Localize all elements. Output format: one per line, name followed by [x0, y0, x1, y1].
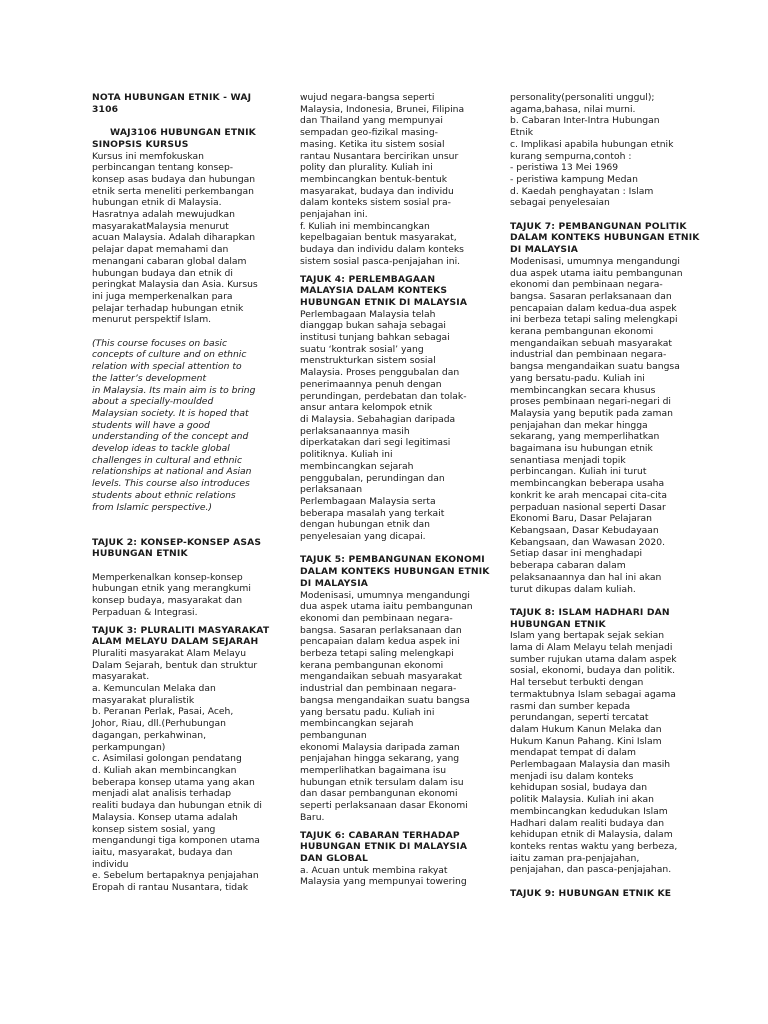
text-line: bangsa mengandaikan suatu bangsa	[300, 694, 470, 706]
spacer	[92, 326, 268, 338]
paragraph	[92, 648, 268, 894]
section-heading	[92, 625, 268, 648]
text-line: masyarakat.	[92, 671, 150, 683]
text-line: menurut perspektif Islam.	[92, 314, 212, 326]
text-line: Johor, Riau, dll.(Perhubungan	[92, 718, 226, 730]
text-line: membincangkan secara khusus	[510, 384, 656, 396]
text-line: personality(personaliti unggul);	[510, 92, 655, 103]
text-line: beberapa konsep utama yang akan	[92, 776, 255, 788]
text-line: Hasratnya adalah mewujudkan	[92, 209, 235, 221]
text-line: dengan hubungan etnik dan	[300, 519, 430, 531]
text-line: TAJUK 3: PLURALITI MASYARAKAT	[92, 624, 270, 636]
text-line: penyelesaian yang dicapai.	[300, 531, 426, 543]
text-line: Kebangsaan, dan Wawasan 2020.	[510, 536, 665, 548]
text-line: membincangkan beberapa usaha	[510, 478, 665, 490]
text-line: perkampungan)	[92, 741, 166, 753]
text-line: Hadhari dalam realiti budaya dan	[510, 817, 665, 829]
text-line: about a specially-moulded	[92, 396, 214, 408]
text-line: mendapat tempat di dalam	[510, 747, 636, 759]
text-line: Baru.	[300, 811, 325, 823]
text-line: d. Kaedah penghayatan : Islam	[510, 185, 654, 197]
text-line: bangsa. Sasaran perlaksanaan dan	[510, 290, 672, 302]
text-line: f. Kuliah ini membincangkan	[300, 220, 430, 232]
text-line: industrial dan pembinaan negara-	[510, 349, 667, 361]
text-line: seperti perlaksanaan dasar Ekonomi	[300, 800, 468, 812]
text-line: ekonomi Malaysia daripada zaman	[300, 741, 460, 753]
text-line: dalam konteks sistem sosial pra-	[300, 197, 451, 209]
text-line: d. Kuliah akan membincangkan	[92, 765, 237, 776]
text-line: 3106	[92, 103, 119, 115]
text-line: lama di Alam Melayu telah menjadi	[510, 642, 673, 654]
text-line: pembangunan	[300, 729, 367, 741]
text-line: perbincangan tentang konsep-	[92, 162, 234, 174]
text-line: NOTA HUBUNGAN ETNIK - WAJ	[92, 92, 252, 103]
text-line: suatu ‘kontrak sosial’ yang	[300, 343, 424, 355]
text-line: membincangkan bentuk-bentuk	[300, 173, 448, 185]
text-line: perlaksanaannya masih	[300, 425, 410, 437]
text-line: politiknya. Kuliah ini	[300, 449, 393, 461]
text-line: relation with special attention to	[92, 361, 242, 373]
text-line: pelajar dapat memahami dan	[92, 244, 229, 256]
text-line: ini juga memperkenalkan para	[92, 290, 233, 302]
text-line: konsep asas budaya dan hubungan	[92, 173, 256, 185]
text-line: ansur antara kelompok etnik	[300, 402, 433, 414]
text-line: DAN GLOBAL	[300, 852, 368, 864]
section-heading	[510, 888, 686, 900]
text-line: acuan Malaysia. Adalah diharapkan	[92, 232, 256, 244]
text-line: polity dan plurality. Kuliah ini	[300, 162, 433, 174]
text-line: levels. This course also introduces	[92, 478, 250, 490]
text-line: TAJUK 9: HUBUNGAN ETNIK KE	[510, 887, 672, 899]
text-line: kehidupan etnik di Malaysia, dalam	[510, 829, 673, 841]
text-line: perbincangan. Kuliah ini turut	[510, 466, 647, 478]
section-heading	[92, 139, 268, 151]
text-line: c. Asimilasi golongan pendatang	[92, 753, 242, 765]
text-line: sekarang, yang memperlihatkan	[510, 431, 660, 443]
text-line: hubungan etnik yang merangkumi	[92, 583, 251, 595]
text-line: wujud negara-bangsa seperti	[300, 92, 435, 103]
text-line: membincangkan kedudukan Islam	[510, 805, 668, 817]
text-line: understanding of the concept and	[92, 431, 249, 443]
text-line: institusi tunjang bahkan sebagai	[300, 332, 450, 344]
paragraph	[300, 92, 476, 268]
text-line: Eropah di rantau Nusantara, tidak	[92, 882, 249, 894]
text-line: menjadi alat analisis terhadap	[92, 788, 232, 800]
text-line: - peristiwa 13 Mei 1969	[510, 162, 619, 174]
section-heading	[92, 537, 268, 560]
text-line: menjadi isu dalam konteks	[510, 770, 634, 782]
text-line: perpaduan nasional seperti Dasar	[510, 501, 666, 513]
text-line: penggubalan, perundingan dan	[300, 472, 445, 484]
text-line: konsep budaya, masyarakat dan	[92, 595, 243, 607]
text-line: in Malaysia. Its main aim is to bring	[92, 384, 256, 396]
section-heading	[300, 830, 476, 865]
text-line: konsep sistem sosial, yang	[92, 823, 216, 835]
section-heading	[92, 127, 268, 139]
spacer	[510, 876, 686, 888]
paragraph	[510, 256, 686, 595]
text-line: pencapaian dalam kedua-dua aspek	[510, 302, 677, 314]
text-line: senantiasa menjadi topik	[510, 454, 626, 466]
text-line: individu	[92, 858, 129, 870]
text-line: HUBUNGAN ETNIK DI MALAYSIA	[300, 296, 468, 308]
text-line: Perlembagaan Malaysia telah	[300, 308, 436, 320]
text-line: sosial, ekonomi, budaya dan politik.	[510, 665, 676, 677]
text-line: masyarakat pluralistik	[92, 694, 195, 706]
spacer	[300, 543, 476, 555]
text-line: c. Implikasi apabila hubungan etnik	[510, 138, 674, 150]
text-line: menstrukturkan sistem sosial	[300, 355, 436, 367]
text-line: from Islamic perspective.)	[92, 501, 212, 513]
text-line: termaktubnya Islam sebagai agama	[510, 688, 676, 700]
text-line: kerana pembangunan ekonomi	[510, 326, 654, 338]
paragraph	[92, 572, 268, 619]
text-line: dianggap bukan sahaja sebagai	[300, 320, 446, 332]
text-line: Perlembagaan Malaysia serta	[300, 495, 436, 507]
text-line: HUBUNGAN ETNIK	[92, 548, 188, 560]
text-line: a. Acuan untuk membina rakyat	[300, 864, 448, 876]
text-line: Kebangsaan, Dasar Kebudayaan	[510, 525, 659, 536]
text-line: dan Thailand yang mempunyai	[300, 115, 443, 127]
text-line: perundangan, seperti tercatat	[510, 712, 649, 724]
text-line: Memperkenalkan konsep-konsep	[92, 571, 243, 583]
text-line: Modenisasi, umumnya mengandungi	[510, 255, 680, 267]
text-line: iaitu, masyarakat, budaya dan	[92, 846, 233, 858]
text-line: bangsa. Sasaran perlaksanaan dan	[300, 624, 462, 636]
text-column-3	[510, 92, 700, 899]
section-heading	[300, 554, 490, 589]
text-line: DALAM KONTEKS HUBUNGAN ETNIK	[510, 232, 700, 244]
section-heading	[300, 274, 476, 309]
text-line: Dalam Sejarah, bentuk dan struktur	[92, 659, 258, 671]
text-line: hubungan etnik di Malaysia.	[92, 197, 222, 209]
text-line: politik Malaysia. Kuliah ini akan	[510, 794, 654, 806]
text-line: di Malaysia. Sebahagian daripada	[300, 413, 456, 425]
text-line: TAJUK 8: ISLAM HADHARI DAN	[510, 606, 670, 618]
text-line: sebagai penyelesaian	[510, 197, 610, 209]
text-line: etnik serta meneliti perkembangan	[92, 185, 254, 197]
paragraph	[510, 92, 686, 209]
text-line: kerana pembangunan ekonomi	[300, 659, 444, 671]
paragraph	[300, 865, 476, 888]
text-line: Malaysia. Konsep utama adalah	[92, 811, 238, 823]
text-line: ini berbeza tetapi saling melengkapi	[510, 314, 678, 326]
text-line: mengandaikan sebuah masyarakat	[510, 337, 672, 349]
text-line: agama,bahasa, nilai murni.	[510, 103, 636, 115]
text-line: penjajahan, dan pasca-penjajahan.	[510, 864, 672, 876]
text-line: yang bersatu padu. Kuliah ini	[300, 706, 435, 718]
text-line: rasmi dan sumber kepada	[510, 700, 631, 712]
text-line: Hal tersebut terbukti dengan	[510, 677, 644, 689]
text-line: SINOPSIS KURSUS	[92, 138, 189, 150]
text-line: Malaysian society. It is hoped that	[92, 407, 249, 419]
text-line: b. Cabaran Inter-Intra Hubungan	[510, 115, 660, 127]
text-line: bagaimana isu hubungan etnik	[510, 443, 653, 455]
text-line: Ekonomi Baru, Dasar Pelajaran	[510, 513, 652, 525]
text-line: dalam Hukum Kanun Melaka dan	[510, 723, 662, 735]
text-line: masyarakat, budaya dan individu	[300, 185, 454, 197]
section-heading	[510, 607, 686, 630]
text-line: mengandungi tiga komponen utama	[92, 835, 260, 847]
text-line: berbeza tetapi saling melengkapi	[300, 648, 454, 660]
spacer	[92, 560, 268, 572]
text-line: HUBUNGAN ETNIK	[510, 618, 606, 630]
text-line: HUBUNGAN ETNIK DI MALAYSIA	[300, 841, 468, 853]
text-line: Hukum Kanun Pahang. Kini Islam	[510, 735, 662, 747]
text-line: penjajahan hingga sekarang, yang	[300, 753, 460, 765]
text-line: yang bersatu-padu. Kuliah ini	[510, 372, 645, 384]
text-line: beberapa masalah yang terkait	[300, 507, 445, 519]
text-line: TAJUK 2: KONSEP-KONSEP ASAS	[92, 536, 262, 548]
text-line: Etnik	[510, 127, 534, 139]
text-line: sempadan geo-fizikal masing-	[300, 127, 438, 139]
text-line: iaitu zaman pra-penjajahan,	[510, 852, 640, 864]
text-line: pelaksanaannya dan hal ini akan	[510, 571, 662, 583]
text-line: kehidupan sosial, budaya dan	[510, 782, 648, 794]
section-heading	[510, 220, 700, 256]
text-line: students about ethnic relations	[92, 489, 236, 501]
text-line: kurang sempurna,contoh :	[510, 150, 632, 162]
text-line: budaya dan individu dalam konteks	[300, 244, 464, 256]
text-line: challenges in cultural and ethnic	[92, 454, 243, 466]
text-line: DI MALAYSIA	[300, 577, 369, 589]
text-line: MALAYSIA DALAM KONTEKS	[300, 285, 448, 297]
text-line: - peristiwa kampung Medan	[510, 173, 638, 185]
text-line: perundingan, perdebatan dan tolak-	[300, 390, 467, 402]
text-line: rantau Nusantara bercirikan unsur	[300, 150, 459, 162]
text-line: ekonomi dan pembinaan negara-	[510, 279, 663, 291]
text-line: industrial dan pembinaan negara-	[300, 683, 457, 695]
text-line: DI MALAYSIA	[510, 244, 579, 256]
paragraph	[510, 630, 686, 876]
text-line: Pluraliti masyarakat Alam Melayu	[92, 647, 247, 659]
text-line: Malaysia yang mempunyai towering	[300, 876, 467, 888]
spacer	[510, 595, 686, 607]
text-line: memperlihatkan bagaimana isu	[300, 765, 447, 777]
text-line: Islam yang bertapak sejak sekian	[510, 630, 665, 642]
text-line: sistem sosial pasca-penjajahan ini.	[300, 255, 461, 267]
spacer	[92, 115, 268, 127]
text-line: TAJUK 7: PEMBANGUNAN POLITIK	[510, 220, 687, 232]
paragraph	[92, 151, 268, 327]
spacer	[510, 209, 686, 221]
spacer	[92, 525, 268, 537]
text-line: turut dikupas dalam kuliah.	[510, 583, 636, 595]
text-line: dua aspek utama iaitu pembangunan	[510, 267, 683, 279]
text-line: TAJUK 4: PERLEMBAGAAN	[300, 273, 436, 285]
text-column-2	[300, 92, 490, 888]
text-line: e. Sebelum bertapaknya penjajahan	[92, 870, 259, 882]
text-line: diperkatakan dari segi legitimasi	[300, 437, 451, 449]
text-line: hubungan budaya dan etnik di	[92, 267, 233, 279]
paragraph	[300, 309, 476, 543]
text-line: Setiap dasar ini menghadapi	[510, 548, 643, 560]
text-line: the latter’s development	[92, 372, 207, 384]
text-line: hubungan etnik tersulam dalam isu	[300, 776, 464, 788]
text-line: dan dasar pembangunan ekonomi	[300, 788, 458, 800]
text-line: ALAM MELAYU DALAM SEJARAH	[92, 636, 259, 648]
text-line: pelajar terhadap hubungan etnik	[92, 302, 244, 314]
text-line: DALAM KONTEKS HUBUNGAN ETNIK	[300, 566, 490, 578]
text-line: masing. Ketika itu sistem sosial	[300, 138, 445, 150]
text-line: concepts of culture and on ethnic	[92, 349, 247, 361]
text-column-1	[92, 92, 268, 894]
text-line: penerimaannya penuh dengan	[300, 378, 442, 390]
text-line: membincangkan sejarah	[300, 460, 414, 472]
text-line: beberapa cabaran dalam	[510, 560, 626, 572]
paragraph	[92, 338, 268, 514]
text-line: penjajahan ini.	[300, 209, 368, 221]
text-line: membincangkan sejarah	[300, 718, 414, 730]
text-line: Malaysia yang beputik pada zaman	[510, 407, 673, 419]
text-line: bangsa mengandaikan suatu bangsa	[510, 361, 680, 373]
text-line: konkrit ke arah mencapai cita-cita	[510, 489, 667, 501]
text-line: mengandaikan sebuah masyarakat	[300, 671, 462, 683]
text-line: b. Peranan Perlak, Pasai, Aceh,	[92, 706, 234, 718]
text-line: kepelbagaian bentuk masyarakat,	[300, 232, 457, 244]
text-line: Malaysia. Proses penggubalan dan	[300, 367, 460, 379]
text-line: peringkat Malaysia dan Asia. Kursus	[92, 279, 258, 291]
text-line: develop ideas to tackle global	[92, 443, 230, 455]
text-line: (This course focuses on basic	[92, 337, 228, 349]
text-line: TAJUK 6: CABARAN TERHADAP	[300, 829, 460, 841]
text-line: Kursus ini memfokuskan	[92, 150, 204, 162]
text-line: TAJUK 5: PEMBANGUNAN EKONOMI	[300, 554, 485, 566]
paragraph	[300, 590, 476, 824]
text-line: realiti budaya dan hubungan etnik di	[92, 800, 262, 812]
section-heading	[92, 92, 268, 115]
text-line: perlaksanaan	[300, 484, 363, 496]
text-line: pencapaian dalam kedua aspek ini	[300, 636, 460, 648]
text-line: ekonomi dan pembinaan negara-	[300, 612, 453, 624]
text-line: menangani cabaran global dalam	[92, 255, 247, 267]
text-line: masyarakatMalaysia menurut	[92, 220, 229, 232]
text-line: Malaysia, Indonesia, Brunei, Filipina	[300, 103, 465, 115]
text-line: a. Kemunculan Melaka dan	[92, 683, 216, 695]
text-line: proses pembinaan negari-negari di	[510, 396, 671, 408]
text-line: dua aspek utama iaitu pembangunan	[300, 601, 473, 613]
text-line: students will have a good	[92, 419, 210, 431]
text-line: konteks rentas waktu yang berbeza,	[510, 840, 678, 852]
spacer	[92, 513, 268, 525]
text-line: dagangan, perkahwinan,	[92, 729, 207, 741]
text-line: Perpaduan & Integrasi.	[92, 606, 198, 618]
text-line: relationships at national and Asian	[92, 466, 252, 478]
text-line: Perlembagaan Malaysia dan masih	[510, 759, 671, 771]
text-line: Modenisasi, umumnya mengandungi	[300, 589, 470, 601]
text-line: penjajahan dan mekar hingga	[510, 419, 648, 431]
text-line: sumber rujukan utama dalam aspek	[510, 653, 677, 665]
text-line: WAJ3106 HUBUNGAN ETNIK	[110, 127, 256, 139]
